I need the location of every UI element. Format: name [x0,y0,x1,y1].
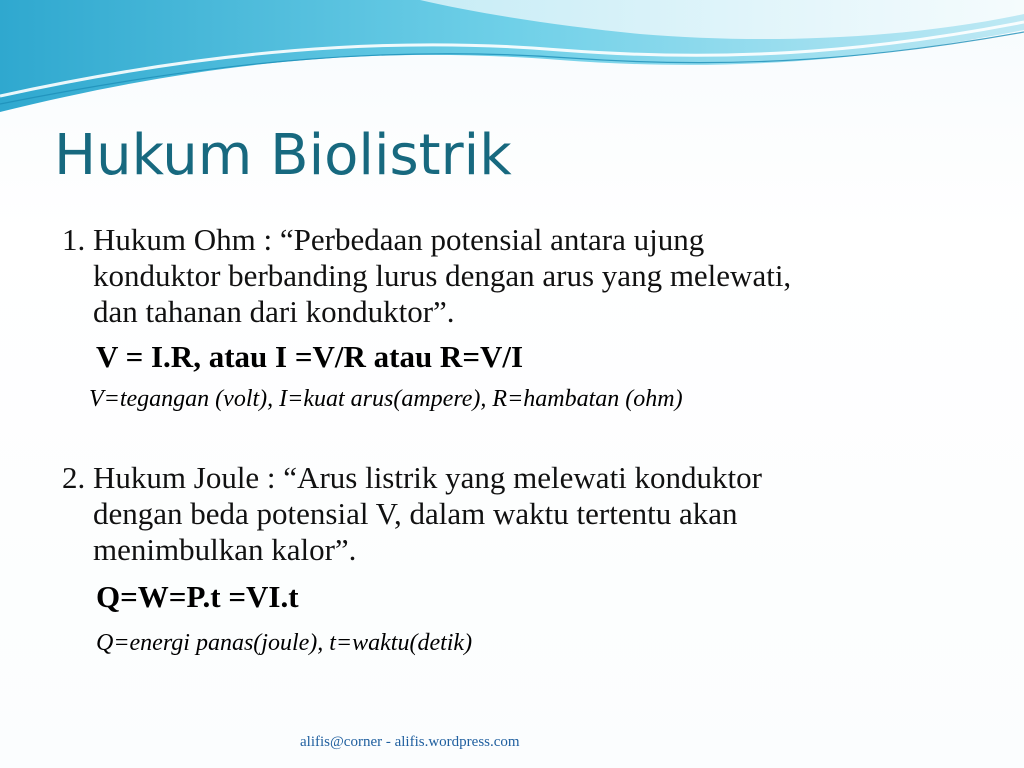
joule-formula-legend: Q=energi panas(joule), t=waktu(detik) [96,630,473,656]
joule-formula: Q=W=P.t =VI.t [96,579,299,614]
hukum-ohm-line-2: konduktor berbanding lurus dengan arus yang melewati, [93,258,792,293]
hukum-ohm-line-3: dan tahanan dari konduktor”. [93,294,455,329]
hukum-ohm-line-1: 1. Hukum Ohm : “Perbedaan potensial antara ujung [62,222,705,257]
decorative-wave-header [0,0,1024,130]
ohm-formula-legend: V=tegangan (volt), I=kuat arus(ampere), R=hambatan (ohm) [89,386,683,412]
hukum-joule-line-2: dengan beda potensial V, dalam waktu tertentu akan [93,496,738,531]
ohm-formula: V = I.R, atau I =V/R atau R=V/I [96,339,524,374]
hukum-ohm-paragraph [62,222,962,330]
slide-title: Hukum Biolistrik [54,123,512,188]
hukum-joule-line-3: menimbulkan kalor”. [93,532,357,567]
hukum-joule-line-1: 2. Hukum Joule : “Arus listrik yang melewati konduktor [62,460,762,495]
footer-credit: alifis@corner - alifis.wordpress.com [300,734,520,750]
hukum-joule-paragraph [62,460,962,568]
